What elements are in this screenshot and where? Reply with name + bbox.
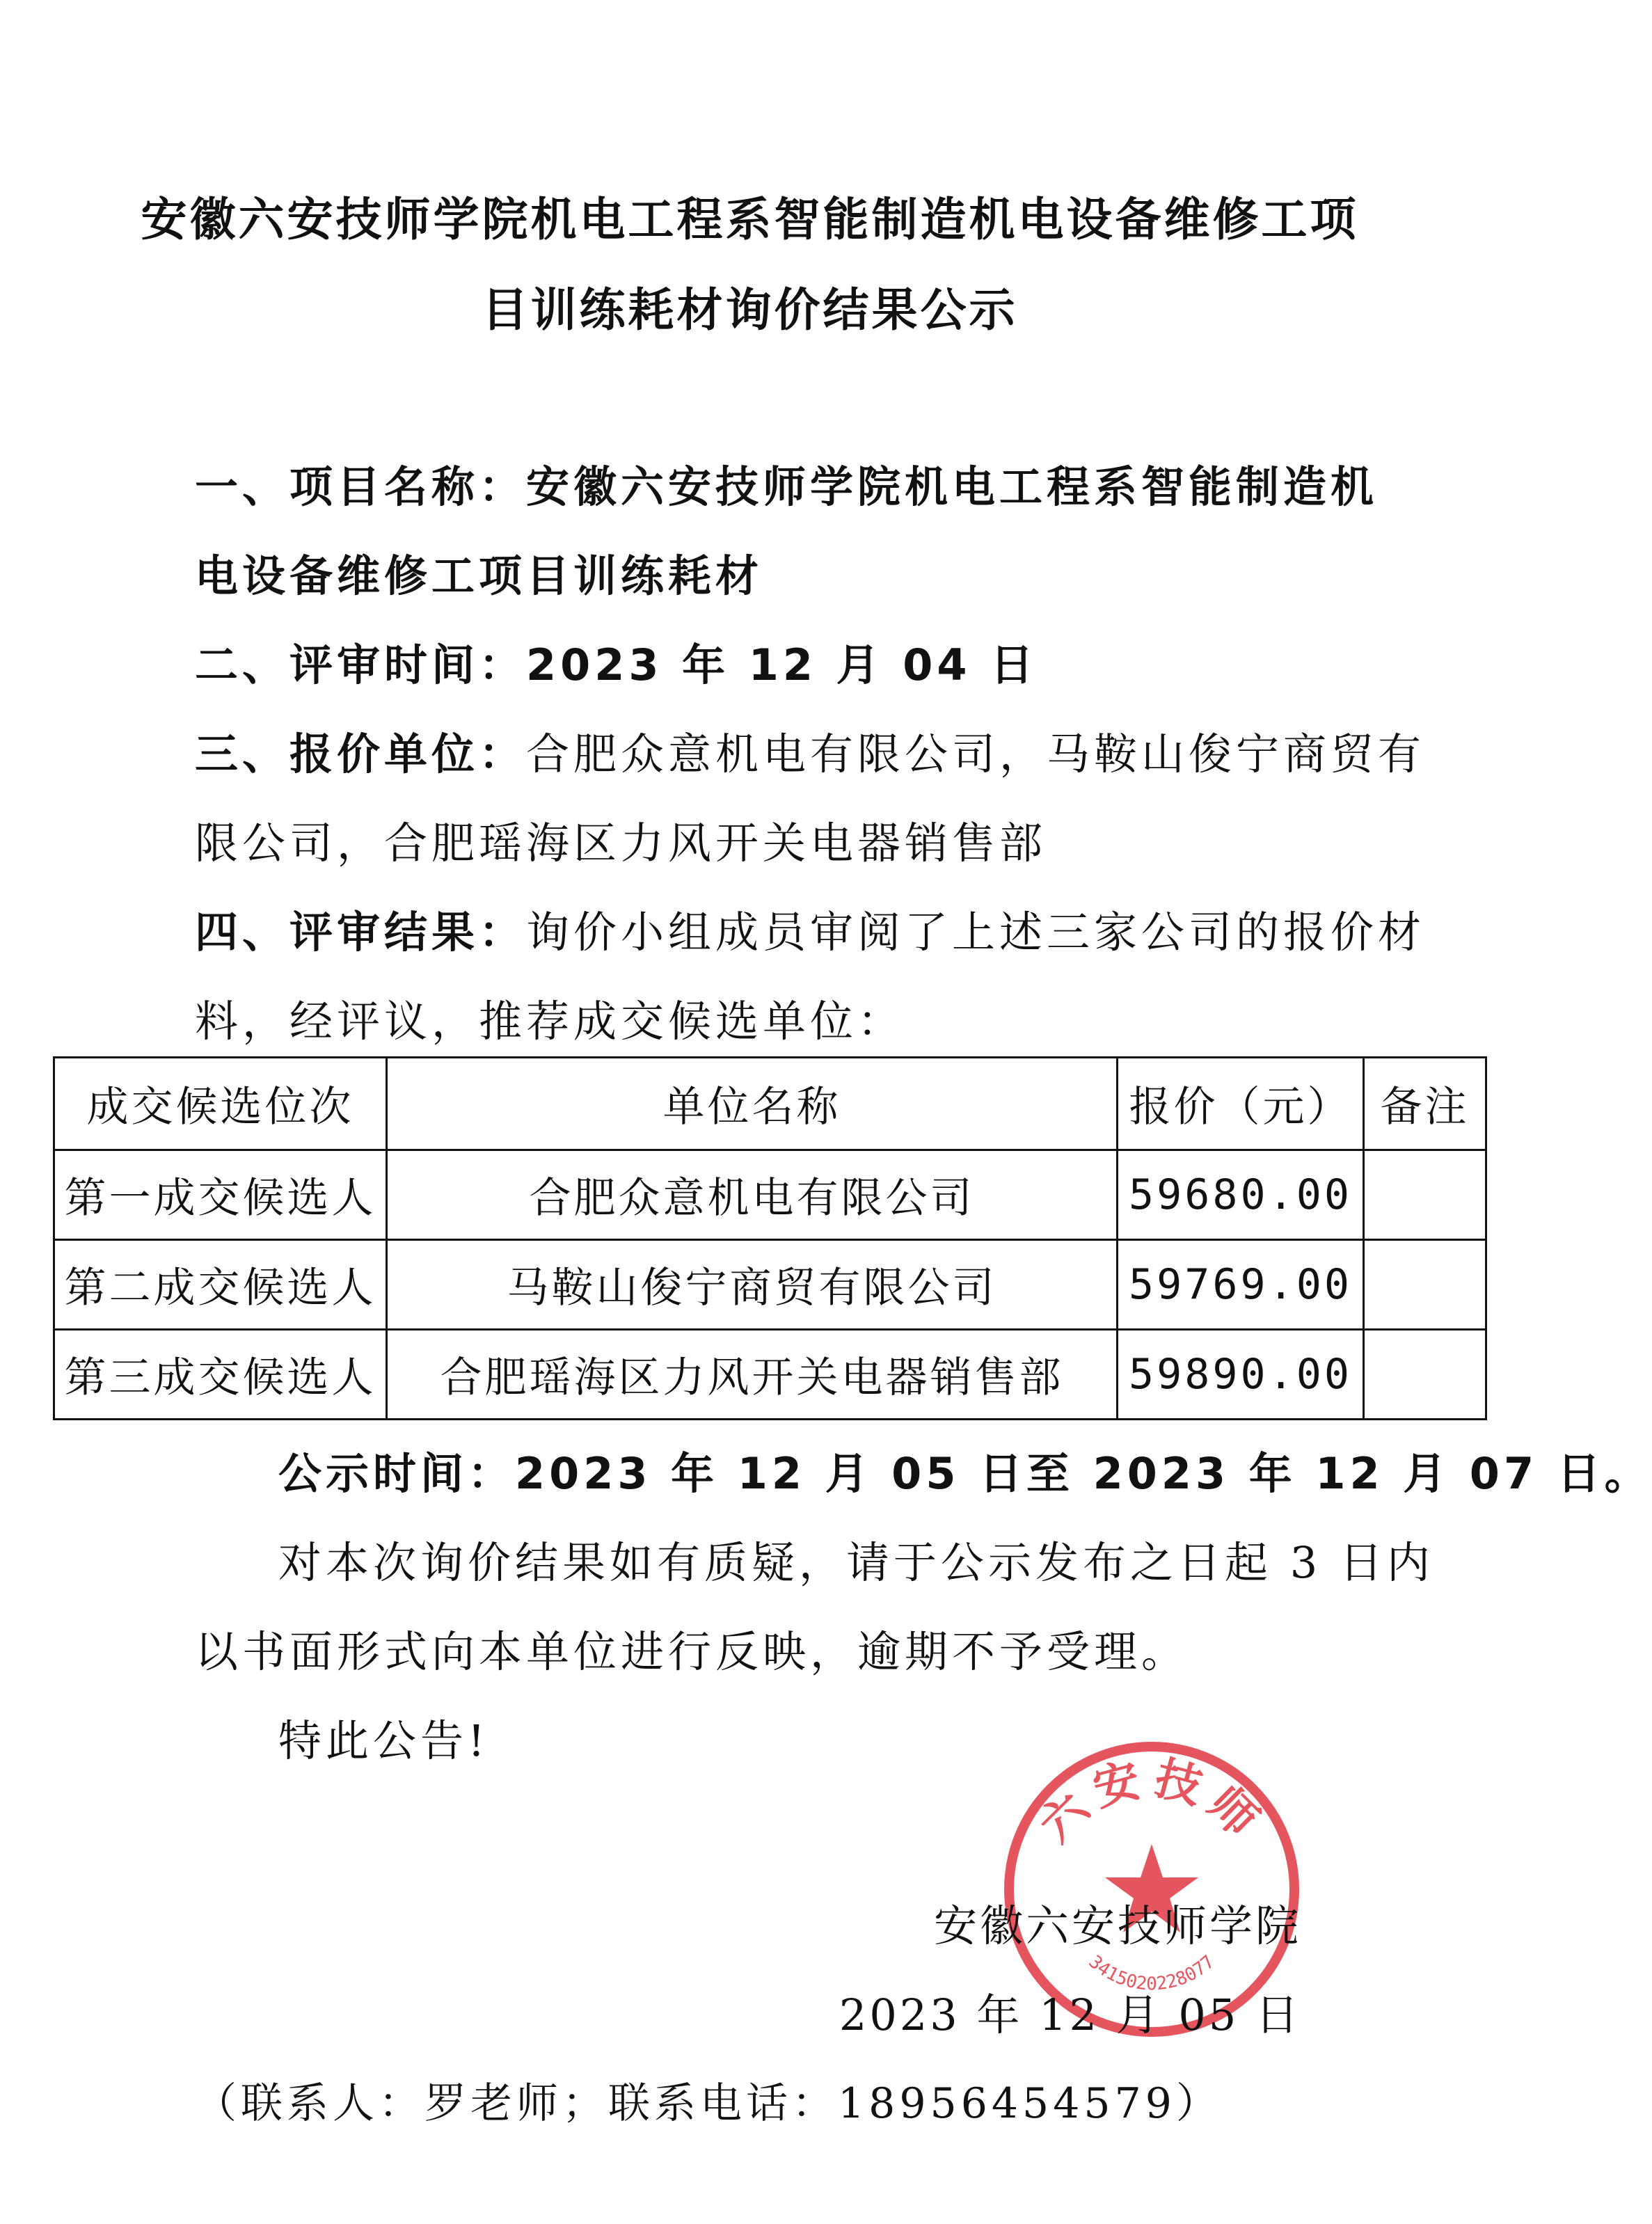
signature-org: 安徽六安技师学院 [933, 1900, 1301, 1951]
contact-info: （联系人：罗老师；联系电话：18956454579） [195, 2079, 1222, 2128]
header-rank: 成交候选位次 [54, 1058, 387, 1150]
section-1-label: 一、项目名称： [195, 461, 527, 512]
notice-closing: 特此公告! [278, 1715, 489, 1766]
cell-company: 马鞍山俊宁商贸有限公司 [387, 1240, 1118, 1330]
results-table [53, 1056, 1487, 1420]
table-row [54, 1240, 1486, 1330]
cell-rank: 第二成交候选人 [54, 1240, 387, 1330]
notice-objection: 对本次询价结果如有质疑，请于公示发布之日起 3 日内 [278, 1537, 1434, 1588]
section-4-text-cont: 料，经评议，推荐成交候选单位： [195, 996, 905, 1047]
table-row [54, 1330, 1486, 1420]
section-review-time [195, 630, 1287, 692]
section-2-text: 2023 年 12 月 04 日 [526, 640, 1038, 690]
table-header-row [54, 1058, 1486, 1150]
header-note: 备注 [1364, 1058, 1486, 1150]
section-3-label: 三、报价单位： [195, 729, 527, 779]
seal-text-top: 六安技师 [1028, 1751, 1275, 1853]
signature-date: 2023 年 12 月 05 日 [839, 1989, 1301, 2040]
cell-company: 合肥瑶海区力风开关电器销售部 [387, 1330, 1118, 1420]
header-price: 报价（元） [1118, 1058, 1364, 1150]
notice-period: 公示时间：2023 年 12 月 05 日至 2023 年 12 月 07 日。 [278, 1448, 1652, 1499]
document-title-line-1: 安徽六安技师学院机电工程系智能制造机电设备维修工项 [141, 193, 1359, 246]
cell-rank: 第三成交候选人 [54, 1330, 387, 1420]
section-3-text-cont: 限公司，合肥瑶海区力风开关电器销售部 [195, 818, 1047, 868]
section-1-text: 安徽六安技师学院机电工程系智能制造机 [526, 461, 1379, 512]
seal-number: 3415020228077 [1084, 1951, 1219, 1995]
document-title-line-2: 目训练耗材询价结果公示 [482, 283, 1018, 337]
section-bidders [195, 720, 1426, 781]
section-1-text-cont: 电设备维修工项目训练耗材 [195, 550, 763, 601]
section-3-text: 合肥众意机电有限公司，马鞍山俊宁商贸有 [526, 729, 1426, 779]
cell-price: 59890.00 [1118, 1330, 1364, 1420]
cell-price: 59769.00 [1118, 1240, 1364, 1330]
section-project-name [195, 452, 1379, 514]
cell-note [1364, 1150, 1486, 1240]
section-2-label: 二、评审时间： [195, 640, 527, 690]
cell-note [1364, 1330, 1486, 1420]
section-review-result [195, 898, 1426, 960]
section-4-label: 四、评审结果： [195, 907, 527, 958]
header-company: 单位名称 [387, 1058, 1118, 1150]
section-4-text: 询价小组成员审阅了上述三家公司的报价材 [526, 907, 1426, 958]
cell-price: 59680.00 [1118, 1150, 1364, 1240]
cell-note [1364, 1240, 1486, 1330]
cell-rank: 第一成交候选人 [54, 1150, 387, 1240]
cell-company: 合肥众意机电有限公司 [387, 1150, 1118, 1240]
table-row [54, 1150, 1486, 1240]
notice-objection-cont: 以书面形式向本单位进行反映，逾期不予受理。 [195, 1626, 1189, 1677]
